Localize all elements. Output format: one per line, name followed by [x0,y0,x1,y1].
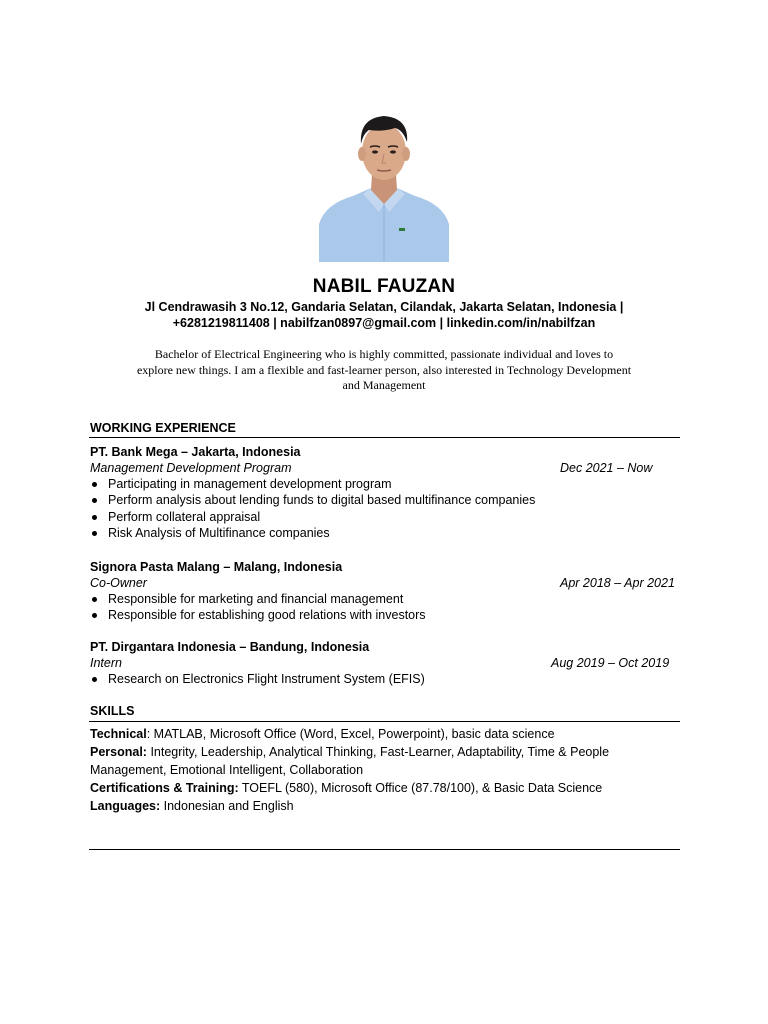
list-item: Participating in management development program [90,476,682,492]
job-bullets [90,591,682,624]
contact-address: Jl Cendrawasih 3 No.12, Gandaria Selatan, Cilandak, Jakarta Selatan, Indonesia | [144,300,624,314]
contact-info [0,299,768,331]
job-bullets [90,476,682,541]
job-role-line [90,460,682,476]
skills-list [90,725,665,815]
job-bullets [90,671,682,687]
section-title-skills: SKILLS [90,704,135,718]
bullet-icon [92,597,97,602]
skill-technical: Technical: MATLAB, Microsoft Office (Word, Excel, Powerpoint), basic data science [90,727,555,741]
job-role: Co-Owner [90,576,147,590]
job-entry-signora-pasta [90,559,682,624]
bullet-icon [92,482,97,487]
list-item: Responsible for marketing and financial management [90,591,682,607]
list-item: Risk Analysis of Multifinance companies [90,525,682,541]
list-item: Perform analysis about lending funds to digital based multifinance companies [90,492,682,508]
skill-certifications: Certifications & Training: TOEFL (580), Microsoft Office (87.78/100), & Basic Data Science [90,781,603,795]
list-item: Perform collateral appraisal [90,509,682,525]
job-role: Management Development Program [90,461,292,475]
skill-languages: Languages: Indonesian and English [90,799,294,813]
section-divider [89,437,680,438]
candidate-name: NABIL FAUZAN [312,276,456,297]
summary-line: explore new things. I am a flexible and fast-learner person, also interested in Technology Development [136,362,632,377]
job-company: PT. Dirgantara Indonesia – Bandung, Indonesia [90,640,370,654]
job-role-line [90,655,682,671]
job-entry-dirgantara [90,639,682,687]
job-role: Intern [90,656,122,670]
section-divider [89,721,680,722]
summary-line: and Management [342,378,426,392]
bullet-icon [92,677,97,682]
bullet-icon [92,531,97,536]
bullet-icon [92,515,97,520]
job-entry-bank-mega [90,444,682,541]
contact-phone-email-linkedin: +6281219811408 | nabilfzan0897@gmail.com | linkedin.com/in/nabilfzan [172,316,596,330]
list-item: Research on Electronics Flight Instrument System (EFIS) [90,671,682,687]
list-item: Responsible for establishing good relations with investors [90,607,682,623]
summary-line: Bachelor of Electrical Engineering who is highly committed, passionate individual and loves to [154,347,614,361]
job-date: Aug 2019 – Oct 2019 [551,656,670,670]
bullet-icon [92,613,97,618]
job-company: PT. Bank Mega – Jakarta, Indonesia [90,445,301,459]
job-date: Dec 2021 – Now [560,461,653,475]
section-title-experience: WORKING EXPERIENCE [90,421,236,435]
bullet-icon [92,498,97,503]
profile-summary [100,347,668,394]
job-role-line [90,575,682,591]
footer-divider [89,849,680,850]
job-date: Apr 2018 – Apr 2021 [560,576,675,590]
job-company: Signora Pasta Malang – Malang, Indonesia [90,560,343,574]
profile-photo [319,112,449,262]
skill-personal: Personal: Integrity, Leadership, Analytical Thinking, Fast-Learner, Adaptability, Time & People Management, Emotional Intelligent, Collaboration [90,745,610,777]
